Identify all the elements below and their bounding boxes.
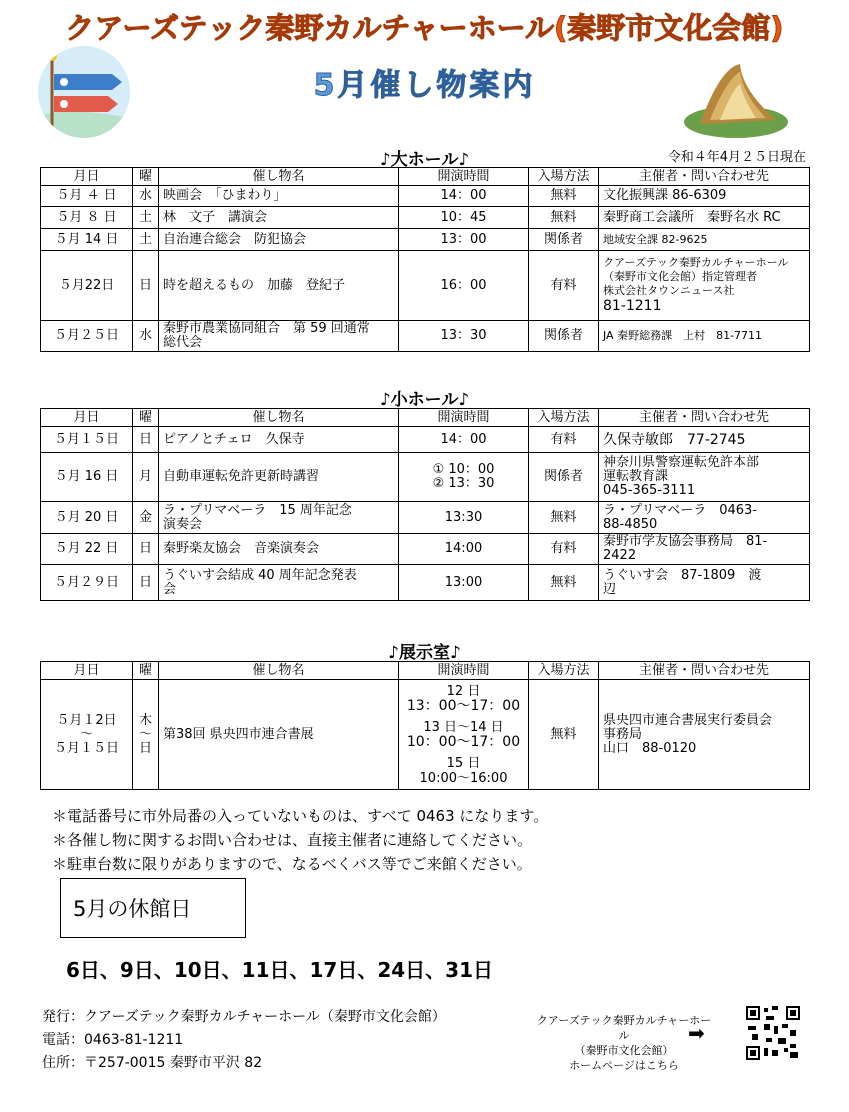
homepage-link[interactable] bbox=[534, 1013, 714, 1073]
event-line: 演奏会 bbox=[163, 516, 203, 532]
cell-date: ５月 16 日 bbox=[41, 453, 133, 502]
date-line: ５月１2日 bbox=[56, 712, 117, 728]
cell-date: ５月 ４ 日 bbox=[41, 186, 133, 207]
event-line: 秦野市農業協同組合 第 59 回通常 bbox=[163, 321, 370, 336]
table-row bbox=[41, 534, 810, 565]
col-dow: 曜 bbox=[133, 168, 159, 186]
event-line: 総代会 bbox=[163, 335, 203, 350]
qr-code-icon[interactable] bbox=[746, 1006, 800, 1060]
cell-entry: 有料 bbox=[529, 251, 599, 321]
cell-date: ５月 ８ 日 bbox=[41, 207, 133, 229]
contact-line: 運転教育課 bbox=[603, 469, 669, 484]
cell-date: ５月２５日 bbox=[41, 321, 133, 352]
cell-dow: 土 bbox=[133, 207, 159, 229]
contact-line: クアーズテック秦野カルチャーホール bbox=[603, 256, 789, 269]
time-line: ① 10：00 bbox=[432, 462, 495, 477]
cell-contact bbox=[599, 534, 810, 565]
cell-time: 13:00 bbox=[399, 565, 529, 601]
col-contact: 主催者・問い合わせ先 bbox=[599, 168, 810, 186]
publisher: 発行：クアーズテック秦野カルチャーホール（秦野市文化会館） bbox=[42, 1009, 446, 1025]
cell-event: ピアノとチェロ 久保寺 bbox=[159, 427, 399, 453]
cell-entry: 無料 bbox=[529, 502, 599, 534]
col-event: 催し物名 bbox=[159, 168, 399, 186]
dow-line: ～ bbox=[138, 726, 152, 742]
cell-dow bbox=[133, 680, 159, 790]
col-time: 開演時間 bbox=[399, 168, 529, 186]
contact-line: 045-365-3111 bbox=[603, 483, 696, 498]
cell-contact: 久保寺敏郎 77-2745 bbox=[599, 427, 810, 453]
contact-line: ラ・プリマベーラ 0463- bbox=[603, 502, 757, 518]
contact-line: 秦野市学友協会事務局 81- bbox=[603, 534, 768, 549]
hp-line: クアーズテック秦野カルチャーホール bbox=[536, 1014, 712, 1042]
col-dow: 曜 bbox=[133, 662, 159, 680]
cell-entry: 有料 bbox=[529, 534, 599, 565]
col-date: 月日 bbox=[41, 409, 133, 427]
event-line: うぐいす会結成 40 周年記念発表 bbox=[163, 567, 357, 583]
cell-event: 時を超えるもの 加藤 登紀子 bbox=[159, 251, 399, 321]
contact-line: 2422 bbox=[603, 548, 637, 563]
cell-entry: 関係者 bbox=[529, 321, 599, 352]
contact-line: 神奈川県警察運転免許本部 bbox=[603, 455, 760, 470]
time-line: 10：00～17：00 bbox=[406, 733, 521, 750]
cell-time: 14：00 bbox=[399, 427, 529, 453]
address: 住所：〒257-0015 秦野市平沢 82 bbox=[42, 1055, 263, 1071]
hp-line: （秦野市文化会館） bbox=[574, 1044, 674, 1057]
cell-date: ５月 14 日 bbox=[41, 229, 133, 251]
page-title: クアーズテック秦野カルチャーホール(秦野市文化会館) bbox=[65, 11, 784, 45]
cell-contact bbox=[599, 251, 810, 321]
cell-time: 13：00 bbox=[399, 229, 529, 251]
dow-line: 日 bbox=[138, 740, 152, 756]
cell-contact: 地域安全課 82-9625 bbox=[599, 229, 810, 251]
shohall-table bbox=[40, 408, 810, 601]
bamboo-shoot-icon bbox=[680, 60, 792, 142]
table-header-row bbox=[41, 409, 810, 427]
cell-dow: 水 bbox=[133, 186, 159, 207]
cell-time bbox=[399, 453, 529, 502]
col-date: 月日 bbox=[41, 662, 133, 680]
as-of-date: 令和４年4月２５日現在 bbox=[667, 150, 806, 165]
cell-event: 自動車運転免許更新時講習 bbox=[159, 453, 399, 502]
cell-contact bbox=[599, 680, 810, 790]
cell-entry: 無料 bbox=[529, 186, 599, 207]
table-row bbox=[41, 565, 810, 601]
cell-contact: 秦野商工会議所 秦野名水 RC bbox=[599, 207, 810, 229]
cell-entry: 関係者 bbox=[529, 453, 599, 502]
contact-line: 山口 88-0120 bbox=[603, 740, 697, 756]
dow-line: 木 bbox=[138, 712, 152, 728]
koinobori-icon bbox=[38, 46, 130, 138]
cell-entry: 無料 bbox=[529, 680, 599, 790]
cell-event: 林 文子 講演会 bbox=[159, 207, 399, 229]
cell-dow: 月 bbox=[133, 453, 159, 502]
table-row bbox=[41, 207, 810, 229]
col-contact: 主催者・問い合わせ先 bbox=[599, 409, 810, 427]
cell-dow: 日 bbox=[133, 427, 159, 453]
cell-event bbox=[159, 565, 399, 601]
cell-date: ５月２９日 bbox=[41, 565, 133, 601]
time-line: 15 日 bbox=[446, 755, 481, 771]
col-entry: 入場方法 bbox=[529, 168, 599, 186]
contact-line: （秦野市文化会館）指定管理者 bbox=[603, 270, 757, 283]
cell-contact bbox=[599, 453, 810, 502]
cell-dow: 土 bbox=[133, 229, 159, 251]
event-line: ラ・プリマベーラ 15 周年記念 bbox=[163, 502, 352, 518]
table-row bbox=[41, 680, 810, 790]
cell-dow: 日 bbox=[133, 251, 159, 321]
cell-contact bbox=[599, 502, 810, 534]
closed-days-label: 5月の休館日 bbox=[60, 878, 246, 938]
cell-dow: 日 bbox=[133, 565, 159, 601]
contact-line: 81-1211 bbox=[603, 298, 662, 314]
table-row bbox=[41, 321, 810, 352]
closed-days-list: 6日、9日、10日、11日、17日、24日、31日 bbox=[66, 958, 493, 982]
cell-contact: 文化振興課 86-6309 bbox=[599, 186, 810, 207]
notes bbox=[52, 804, 548, 876]
time-line: ② 13：30 bbox=[432, 476, 495, 491]
time-line: 13 日～14 日 bbox=[423, 719, 504, 735]
table-header-row bbox=[41, 168, 810, 186]
cell-date bbox=[41, 680, 133, 790]
cell-time bbox=[399, 680, 529, 790]
col-event: 催し物名 bbox=[159, 409, 399, 427]
col-entry: 入場方法 bbox=[529, 662, 599, 680]
cell-entry: 無料 bbox=[529, 565, 599, 601]
date-line: ５月１５日 bbox=[53, 740, 119, 756]
time-line: 12 日 bbox=[446, 683, 481, 699]
cell-dow: 日 bbox=[133, 534, 159, 565]
section-heading-shohall: ♪小ホール♪ bbox=[379, 390, 470, 410]
date-line: ～ bbox=[79, 726, 93, 742]
table-row bbox=[41, 453, 810, 502]
col-date: 月日 bbox=[41, 168, 133, 186]
daihall-table bbox=[40, 167, 810, 352]
col-time: 開演時間 bbox=[399, 409, 529, 427]
col-dow: 曜 bbox=[133, 409, 159, 427]
footer-info bbox=[42, 1006, 446, 1075]
tenji-table bbox=[40, 661, 810, 790]
cell-entry: 関係者 bbox=[529, 229, 599, 251]
cell-time: 13:30 bbox=[399, 502, 529, 534]
cell-dow: 金 bbox=[133, 502, 159, 534]
table-row bbox=[41, 427, 810, 453]
table-row bbox=[41, 251, 810, 321]
cell-date: ５月１５日 bbox=[41, 427, 133, 453]
table-row bbox=[41, 186, 810, 207]
contact-line: 事務局 bbox=[603, 726, 643, 742]
cell-event bbox=[159, 321, 399, 352]
table-row bbox=[41, 502, 810, 534]
contact-line: 県央四市連合書展実行委員会 bbox=[603, 712, 773, 728]
col-time: 開演時間 bbox=[399, 662, 529, 680]
cell-event bbox=[159, 502, 399, 534]
page-subtitle: 5月催し物案内 bbox=[313, 68, 536, 103]
cell-date: ５月 20 日 bbox=[41, 502, 133, 534]
time-line: 10:00～16:00 bbox=[419, 770, 508, 786]
cell-date: ５月22日 bbox=[41, 251, 133, 321]
cell-event: 秦野楽友協会 音楽演奏会 bbox=[159, 534, 399, 565]
contact-line: うぐいす会 87-1809 渡 bbox=[603, 567, 762, 583]
cell-event: 第38回 県央四市連合書展 bbox=[159, 680, 399, 790]
cell-contact: JA 秦野総務課 上村 81-7711 bbox=[599, 321, 810, 352]
contact-line: 88-4850 bbox=[603, 516, 658, 532]
cell-time: 13：30 bbox=[399, 321, 529, 352]
note-line: ＊駐車台数に限りがありますので、なるべくバス等でご来館ください。 bbox=[52, 855, 532, 873]
cell-time: 10：45 bbox=[399, 207, 529, 229]
hp-line: ホームページはこちら bbox=[569, 1059, 679, 1072]
contact-line: 辺 bbox=[603, 581, 617, 597]
note-line: ＊各催し物に関するお問い合わせは、直接主催者に連絡してください。 bbox=[52, 831, 533, 849]
col-entry: 入場方法 bbox=[529, 409, 599, 427]
table-header-row bbox=[41, 662, 810, 680]
table-row bbox=[41, 229, 810, 251]
cell-entry: 有料 bbox=[529, 427, 599, 453]
note-line: ＊電話番号に市外局番の入っていないものは、すべて 0463 になります。 bbox=[52, 807, 549, 825]
phone: 電話：0463-81-1211 bbox=[42, 1032, 184, 1048]
section-heading-daihall: ♪大ホール♪ bbox=[379, 150, 470, 170]
cell-time: 14:00 bbox=[399, 534, 529, 565]
cell-contact bbox=[599, 565, 810, 601]
cell-event: 自治連合総会 防犯協会 bbox=[159, 229, 399, 251]
right-arrow-icon: ➡ bbox=[688, 1021, 705, 1045]
cell-event: 映画会 「ひまわり」 bbox=[159, 186, 399, 207]
cell-entry: 無料 bbox=[529, 207, 599, 229]
cell-time: 16：00 bbox=[399, 251, 529, 321]
cell-date: ５月 22 日 bbox=[41, 534, 133, 565]
section-heading-tenji: ♪展示室♪ bbox=[388, 643, 461, 663]
col-contact: 主催者・問い合わせ先 bbox=[599, 662, 810, 680]
event-line: 会 bbox=[163, 581, 177, 597]
cell-dow: 水 bbox=[133, 321, 159, 352]
col-event: 催し物名 bbox=[159, 662, 399, 680]
cell-time: 14：00 bbox=[399, 186, 529, 207]
time-line: 13：00～17：00 bbox=[406, 697, 521, 714]
contact-line: 株式会社タウンニュース社 bbox=[603, 284, 735, 297]
